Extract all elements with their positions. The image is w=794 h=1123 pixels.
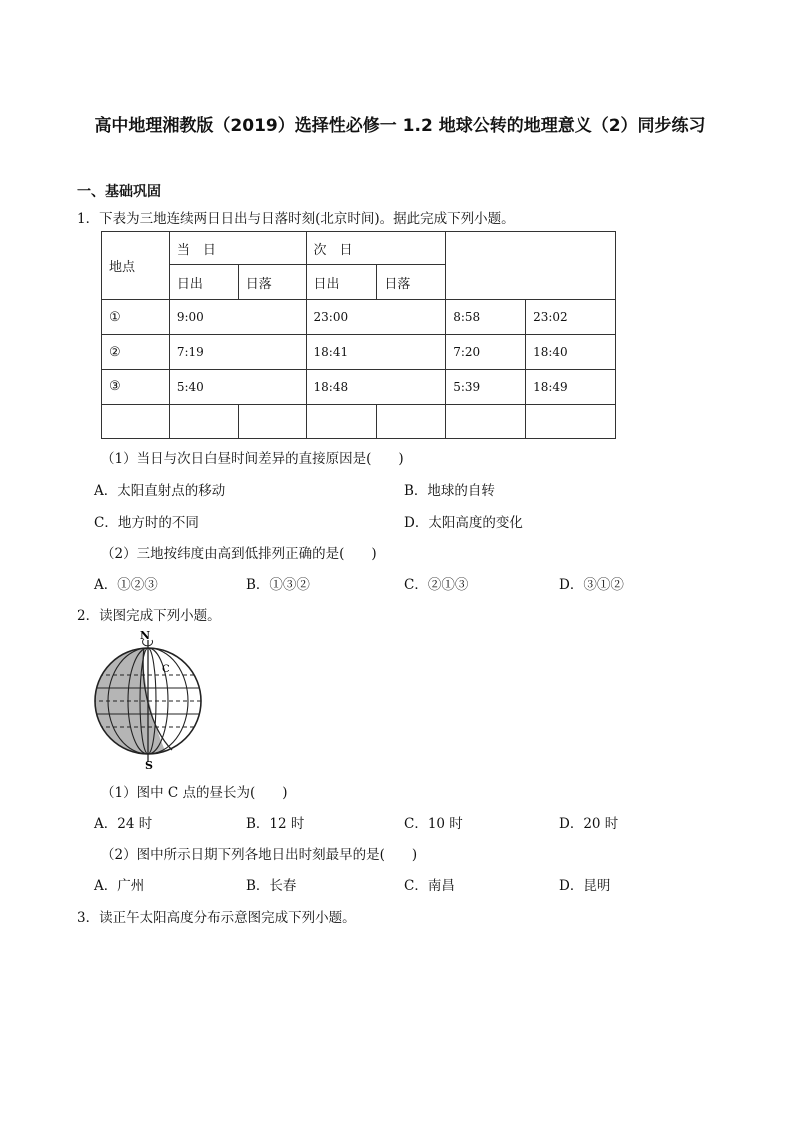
option-b: B．12 时 — [246, 816, 305, 832]
table-cell: 7:19 — [169, 335, 306, 369]
table-header-place: 地点 — [102, 232, 170, 300]
table-header-day2: 次 日 — [306, 232, 446, 265]
table-cell: 18:48 — [306, 369, 446, 404]
option-d: D．昆明 — [559, 878, 611, 894]
table-row-empty — [102, 404, 616, 438]
table-header-sunset-day2: 日落 — [377, 265, 446, 300]
option-a: A．广州 — [94, 878, 145, 894]
table-header-sunrise-day2: 日出 — [306, 265, 377, 300]
question-2-stem: 2．读图完成下列小题。 — [77, 608, 221, 624]
table-row — [102, 300, 616, 335]
option-b: B．长春 — [246, 878, 297, 894]
table-header-day1: 当 日 — [169, 232, 306, 265]
table-cell-place: ② — [102, 335, 170, 369]
sunrise-sunset-table — [101, 231, 616, 439]
option-a: A．①②③ — [94, 577, 158, 593]
option-a: A．24 时 — [94, 816, 153, 832]
question-1-stem: 1．下表为三地连续两日日出与日落时刻(北京时间)。据此完成下列小题。 — [77, 211, 515, 227]
table-row — [102, 369, 616, 404]
table-cell: 7:20 — [446, 335, 526, 369]
document-title: 高中地理湘教版（2019）选择性必修一 1.2 地球公转的地理意义（2）同步练习 — [94, 116, 706, 136]
table-cell: 18:40 — [526, 335, 616, 369]
question-1-sub-1: （1）当日与次日白昼时间差异的直接原因是( ) — [101, 451, 404, 467]
north-pole-label: N — [140, 629, 151, 642]
table-row — [102, 335, 616, 369]
question-2-sub-2: （2）图中所示日期下列各地日出时刻最早的是( ) — [101, 847, 418, 863]
option-c: C．地方时的不同 — [94, 515, 199, 531]
option-b: B．①③② — [246, 577, 310, 593]
table-header-empty — [446, 232, 616, 300]
table-cell: 18:49 — [526, 369, 616, 404]
option-c: C．南昌 — [404, 878, 455, 894]
option-d: D．20 时 — [559, 816, 619, 832]
point-c-label: C — [162, 664, 170, 675]
table-cell: 23:00 — [306, 300, 446, 335]
question-1-sub-2: （2）三地按纬度由高到低排列正确的是( ) — [101, 546, 377, 562]
option-a: A．太阳直射点的移动 — [94, 483, 226, 499]
section-heading: 一、基础巩固 — [77, 184, 161, 200]
question-2-sub-1: （1）图中 C 点的昼长为( ) — [101, 785, 288, 801]
table-cell: 23:02 — [526, 300, 616, 335]
table-cell: 5:40 — [169, 369, 306, 404]
option-b: B．地球的自转 — [404, 483, 495, 499]
option-d: D．③①② — [559, 577, 624, 593]
option-c: C．②①③ — [404, 577, 469, 593]
south-pole-label: S — [145, 759, 153, 770]
table-cell: 18:41 — [306, 335, 446, 369]
table-cell: 9:00 — [169, 300, 306, 335]
option-c: C．10 时 — [404, 816, 463, 832]
table-header-sunrise-day1: 日出 — [169, 265, 238, 300]
option-d: D．太阳高度的变化 — [404, 515, 523, 531]
globe-illumination-diagram — [92, 628, 204, 770]
question-3-stem: 3．读正午太阳高度分布示意图完成下列小题。 — [77, 910, 356, 926]
table-header-sunset-day1: 日落 — [238, 265, 306, 300]
table-cell-place: ③ — [102, 369, 170, 404]
table-cell: 5:39 — [446, 369, 526, 404]
table-cell: 8:58 — [446, 300, 526, 335]
table-cell-place: ① — [102, 300, 170, 335]
